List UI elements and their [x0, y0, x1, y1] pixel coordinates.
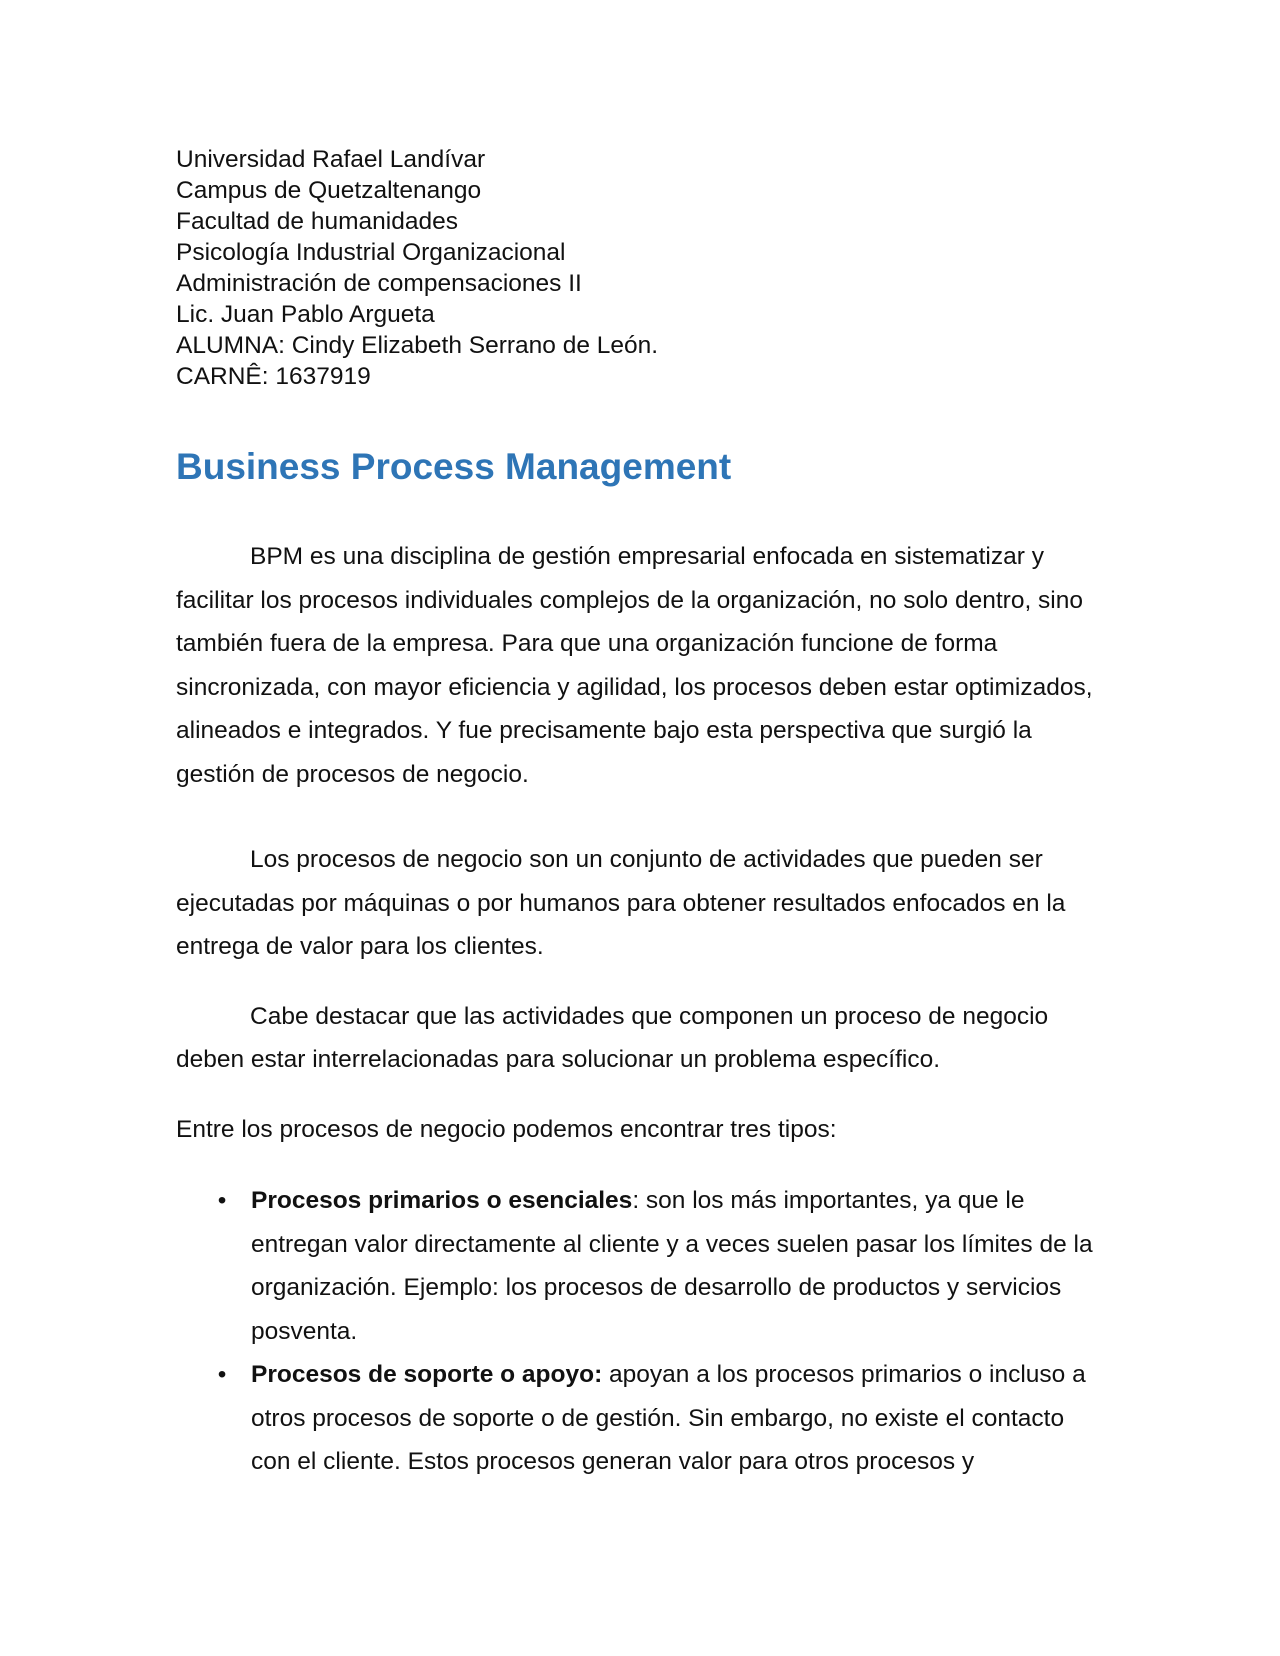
list-item-term: Procesos primarios o esenciales — [251, 1187, 633, 1214]
header-course: Administración de compensaciones II — [176, 270, 582, 297]
list-item-text: : son los más importantes, ya que le entregan valor directamente al cliente y a veces suelen pasar los límites de la organización. Ejemplo: los procesos de desarrollo de productos y servicios posventa. — [251, 1187, 1093, 1345]
header-faculty: Facultad de humanidades — [176, 208, 458, 235]
paragraph-process-types-intro: Entre los procesos de negocio podemos encontrar tres tipos: — [176, 1115, 837, 1143]
header-university: Universidad Rafael Landívar — [176, 146, 486, 173]
document-content — [176, 144, 1106, 1484]
header-instructor: Lic. Juan Pablo Argueta — [176, 301, 435, 328]
bullet-icon: • — [217, 1361, 227, 1388]
header-student: ALUMNA: Cindy Elizabeth Serrano de León. — [176, 332, 659, 359]
header-student-id: CARNÊ: 1637919 — [176, 363, 371, 390]
list-item-term: Procesos de soporte o apoyo: — [251, 1361, 603, 1388]
paragraph-interrelated-activities: Cabe destacar que las actividades que componen un proceso de negocio deben estar interrelacionadas para solucionar un problema específico. — [176, 1002, 1049, 1073]
document-title: Business Process Management — [176, 446, 732, 487]
cover-header — [176, 144, 1106, 392]
bullet-icon: • — [217, 1187, 227, 1214]
header-program: Psicología Industrial Organizacional — [176, 239, 566, 266]
header-campus: Campus de Quetzaltenango — [176, 177, 482, 204]
list-item-primary-processes — [176, 1179, 1106, 1353]
paragraph-bpm-definition: BPM es una disciplina de gestión empresarial enfocada en sistematizar y facilitar los procesos individuales complejos de la organización, no solo dentro, sino también fuera de la empresa. Para que una organización funcione de forma sincronizada, con mayor eficiencia y agilidad, los procesos deben estar optimizados, alineados e integrados. Y fue precisamente bajo esta perspectiva que surgió la gestión de procesos de negocio. — [176, 543, 1093, 788]
process-types-list — [176, 1179, 1106, 1484]
list-item-support-processes — [176, 1353, 1106, 1484]
paragraph-business-processes: Los procesos de negocio son un conjunto de actividades que pueden ser ejecutadas por máquinas o por humanos para obtener resultados enfocados en la entrega de valor para los clientes. — [176, 846, 1066, 960]
list-item-text: apoyan a los procesos primarios o incluso a otros procesos de soporte o de gestión. Sin embargo, no existe el contacto con el cliente. Estos procesos generan valor para otros procesos y — [251, 1361, 1086, 1475]
